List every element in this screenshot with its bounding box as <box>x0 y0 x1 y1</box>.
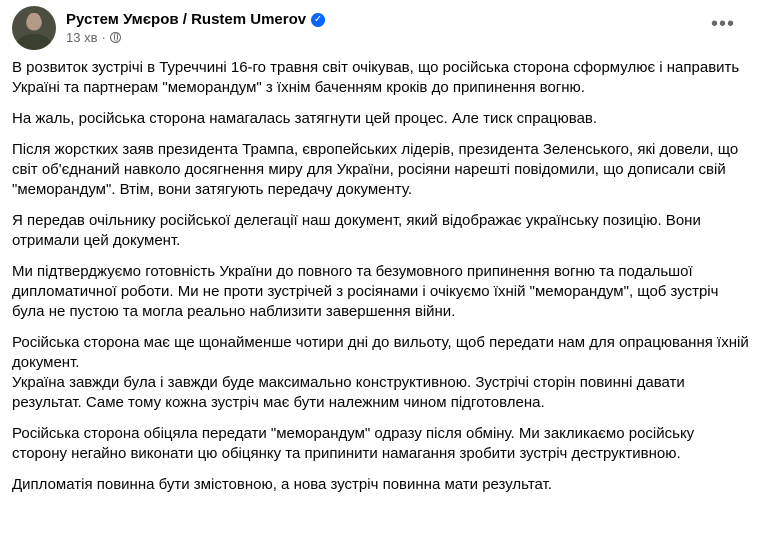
author-row <box>66 11 325 28</box>
avatar-shoulders <box>16 34 52 50</box>
post-content <box>12 58 752 506</box>
post-subline <box>66 30 325 45</box>
post-paragraph: На жаль, російська сторона намагалась затягнути цей процес. Але тиск спрацював. <box>12 110 598 127</box>
post-paragraph: Ми підтверджуємо готовність України до повного та безумовного припинення вогню та подальшої дипломатичної роботи. Ми не проти зустрічей з росіянами і очікуємо їхній "меморандум", щоб зустріч була не пустою та могла реально наблизити завершення війни. <box>12 263 719 320</box>
more-options-icon[interactable]: ••• <box>710 12 735 35</box>
post-paragraph: Дипломатія повинна бути змістовною, а нова зустріч повинна мати результат. <box>12 476 552 493</box>
post-paragraph: Я передав очільнику російської делегації наш документ, який відображає українську позицію. Вони отримали цей документ. <box>12 212 701 249</box>
post-paragraph: Після жорстких заяв президента Трампа, європейських лідерів, президента Зеленського, які довели, що світ об'єднаний навколо досягнення миру для України, росіяни нарешті повідомили, що дописали свій "меморандум". Втім, вони затягують передачу документу. <box>12 141 739 198</box>
globe-icon[interactable] <box>110 32 121 43</box>
post-meta <box>66 11 325 45</box>
post-paragraph: В розвиток зустрічі в Туреччині 16-го травня світ очікував, що російська сторона сформулює і направить Україні та партнерам "меморандум" з їхнім баченням кроків до припинення вогню. <box>12 59 740 96</box>
dot-separator: · <box>101 30 106 45</box>
post-header <box>12 6 325 50</box>
author-avatar[interactable] <box>12 6 56 50</box>
verified-badge-icon: ✓ <box>311 13 325 27</box>
post-time[interactable]: 13 хв <box>66 30 98 45</box>
author-name[interactable]: Рустем Умєров / Rustem Umerov <box>66 11 307 28</box>
post-paragraph: Російська сторона має ще щонайменше чотири дні до вильоту, щоб передати нам для опрацювання їхній документ. Україна завжди була і завжди буде максимально конструктивною. Зустрічі сторін повинні давати результат. Саме тому кожна зустріч має бути належним чином підготовлена. <box>12 334 749 411</box>
avatar-head <box>27 13 41 30</box>
post-paragraph: Російська сторона обіцяла передати "меморандум" одразу після обміну. Ми закликаємо російську сторону негайно виконати цю обіцянку та припинити намагання зробити зустріч деструктивною. <box>12 425 695 462</box>
